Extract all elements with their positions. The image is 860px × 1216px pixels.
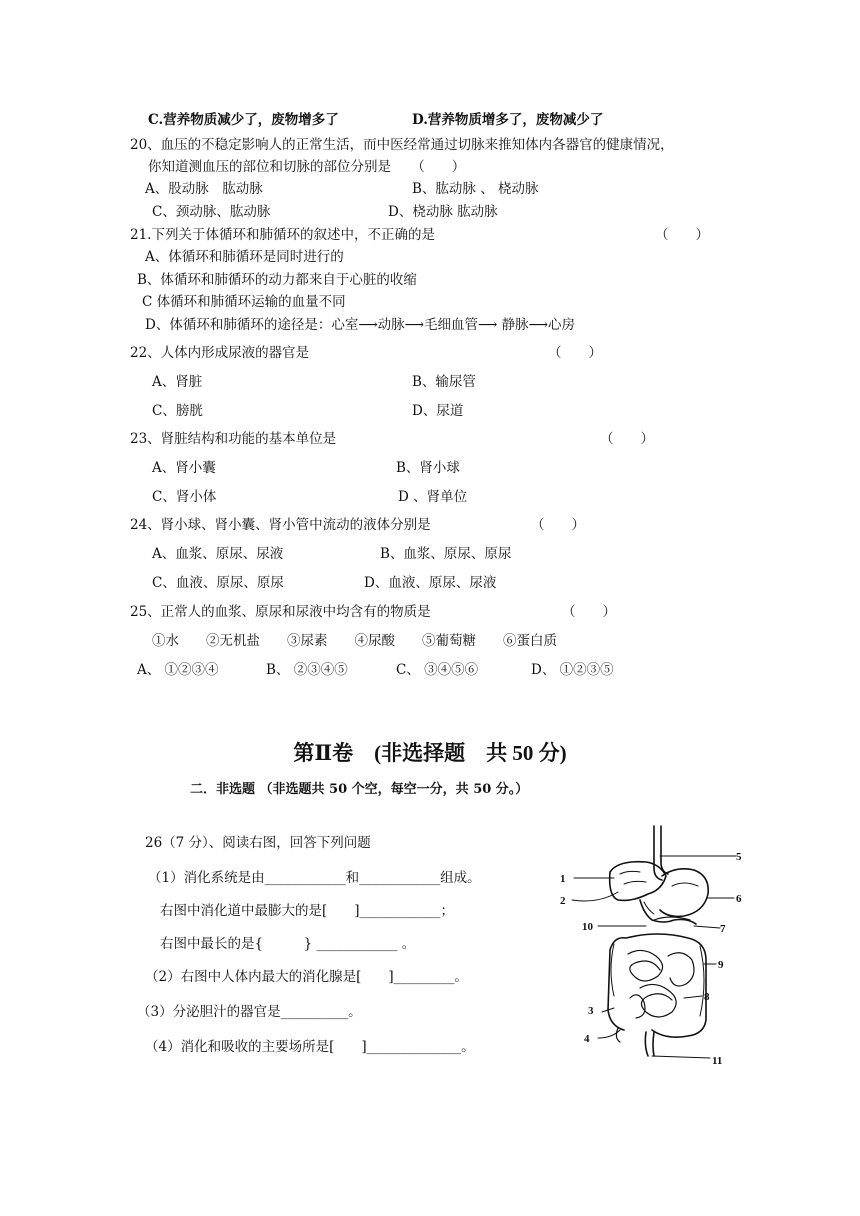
- q23-stem: 23、肾脏结构和功能的基本单位是: [130, 431, 337, 447]
- figure-label-6: 6: [736, 893, 742, 905]
- q26-sub4: （4）消化和吸收的主要场所是[ ]______________。: [145, 1039, 475, 1055]
- q25-option-b: B、 ②③④⑤: [266, 662, 348, 678]
- q21-option-b: B、体循环和肺循环的动力都来自于心脏的收缩: [137, 272, 417, 288]
- q22-option-a: A、肾脏: [152, 374, 203, 390]
- figure-label-11: 11: [712, 1055, 723, 1067]
- duodenum-shape: [640, 900, 696, 924]
- digestive-system-figure: [548, 820, 763, 1070]
- q23-option-a: A、肾小囊: [152, 460, 216, 476]
- q19-option-d: D.营养物质增多了，废物减少了: [412, 112, 604, 128]
- q20-stem-line1: 20、血压的不稳定影响人的正常生活，而中医经常通过切脉来推知体内各器官的健康情况，: [130, 137, 674, 153]
- q21-answer-paren: （ ）: [655, 227, 709, 243]
- q25-option-a: A、 ①②③④: [137, 662, 219, 678]
- small-intestine-shape: [628, 950, 694, 1017]
- figure-label-3: 3: [588, 1005, 594, 1017]
- q21-option-c: C 体循环和肺循环运输的血量不同: [142, 294, 346, 310]
- q23-option-c: C、肾小体: [152, 489, 217, 505]
- q23-answer-paren: （ ）: [600, 431, 654, 447]
- q21-stem: 21.下列关于体循环和肺循环的叙述中，不正确的是: [130, 227, 435, 243]
- figure-label-8: 8: [704, 991, 710, 1003]
- q20-option-c: C、颈动脉、肱动脉: [152, 204, 271, 220]
- q23-option-b: B、肾小球: [396, 460, 460, 476]
- q25-option-c: C、 ③④⑤⑥: [396, 662, 479, 678]
- q24-option-c: C、血液、原尿、原尿: [152, 575, 284, 591]
- figure-label-7: 7: [720, 923, 726, 935]
- q22-option-c: C、膀胱: [152, 403, 203, 419]
- figure-label-1: 1: [560, 873, 566, 885]
- large-intestine-shape: [608, 934, 706, 1037]
- q24-option-d: D、血液、原尿、尿液: [364, 575, 497, 591]
- q25-stem: 25、正常人的血浆、原尿和尿液中均含有的物质是: [130, 604, 431, 620]
- q21-option-d: D、体循环和肺循环的途径是：心室⟶动脉⟶毛细血管⟶ 静脉⟶心房: [145, 317, 576, 333]
- figure-label-10: 10: [582, 921, 593, 933]
- q25-items: ①水 ②无机盐 ③尿素 ④尿酸 ⑤葡萄糖 ⑥蛋白质: [152, 633, 557, 649]
- q19-option-c: C.营养物质减少了，废物增多了: [148, 112, 339, 128]
- q24-stem: 24、肾小球、肾小囊、肾小管中流动的液体分别是: [130, 517, 431, 533]
- rectum-shape: [645, 1032, 654, 1056]
- q21-option-a: A、体循环和肺循环是同时进行的: [145, 249, 344, 265]
- q24-option-b: B、血浆、原尿、原尿: [380, 546, 512, 562]
- q22-stem: 22、人体内形成尿液的器官是: [130, 345, 310, 361]
- q22-answer-paren: （ ）: [548, 345, 602, 361]
- q25-answer-paren: （ ）: [562, 604, 616, 620]
- esophagus-shape: [654, 826, 668, 880]
- part2-title: 第Ⅱ卷 (非选择题 共 50 分): [293, 741, 567, 765]
- figure-label-9: 9: [718, 959, 724, 971]
- figure-label-4: 4: [584, 1033, 590, 1045]
- figure-label-5: 5: [736, 851, 742, 863]
- q26-sub1b: 右图中消化道中最膨大的是[ ]____________；: [160, 903, 455, 919]
- stomach-shape: [660, 869, 708, 917]
- q20-option-b: B、肱动脉 、 桡动脉: [412, 181, 539, 197]
- q23-option-d: D 、肾单位: [398, 489, 468, 505]
- q22-option-b: B、输尿管: [412, 374, 476, 390]
- figure-label-2: 2: [560, 895, 566, 907]
- q20-stem-line2: 你知道测血压的部位和切脉的部位分别是 （ ）: [148, 159, 466, 175]
- q26-sub1: （1）消化系统是由____________和____________组成。: [148, 870, 481, 886]
- q26-sub3: （3）分泌胆汁的器官是__________。: [137, 1004, 362, 1020]
- q24-answer-paren: （ ）: [531, 517, 585, 533]
- q26-sub2: （2）右图中人体内最大的消化腺是[ ]_________。: [145, 969, 468, 985]
- q22-option-d: D、尿道: [412, 403, 464, 419]
- q24-option-a: A、血浆、原尿、尿液: [152, 546, 284, 562]
- q26-sub1c: 右图中最长的是{ } ____________ 。: [160, 936, 416, 952]
- q20-option-d: D、桡动脉 肱动脉: [388, 204, 498, 220]
- q26-stem: 26（7 分）、阅读右图，回答下列问题: [145, 835, 371, 851]
- part2-subtitle: 二．非选题 （非选题共 50 个空，每空一分，共 50 分。）: [190, 782, 529, 797]
- q25-option-d: D、 ①②③⑤: [531, 662, 614, 678]
- q20-option-a: A、股动脉 肱动脉: [145, 181, 263, 197]
